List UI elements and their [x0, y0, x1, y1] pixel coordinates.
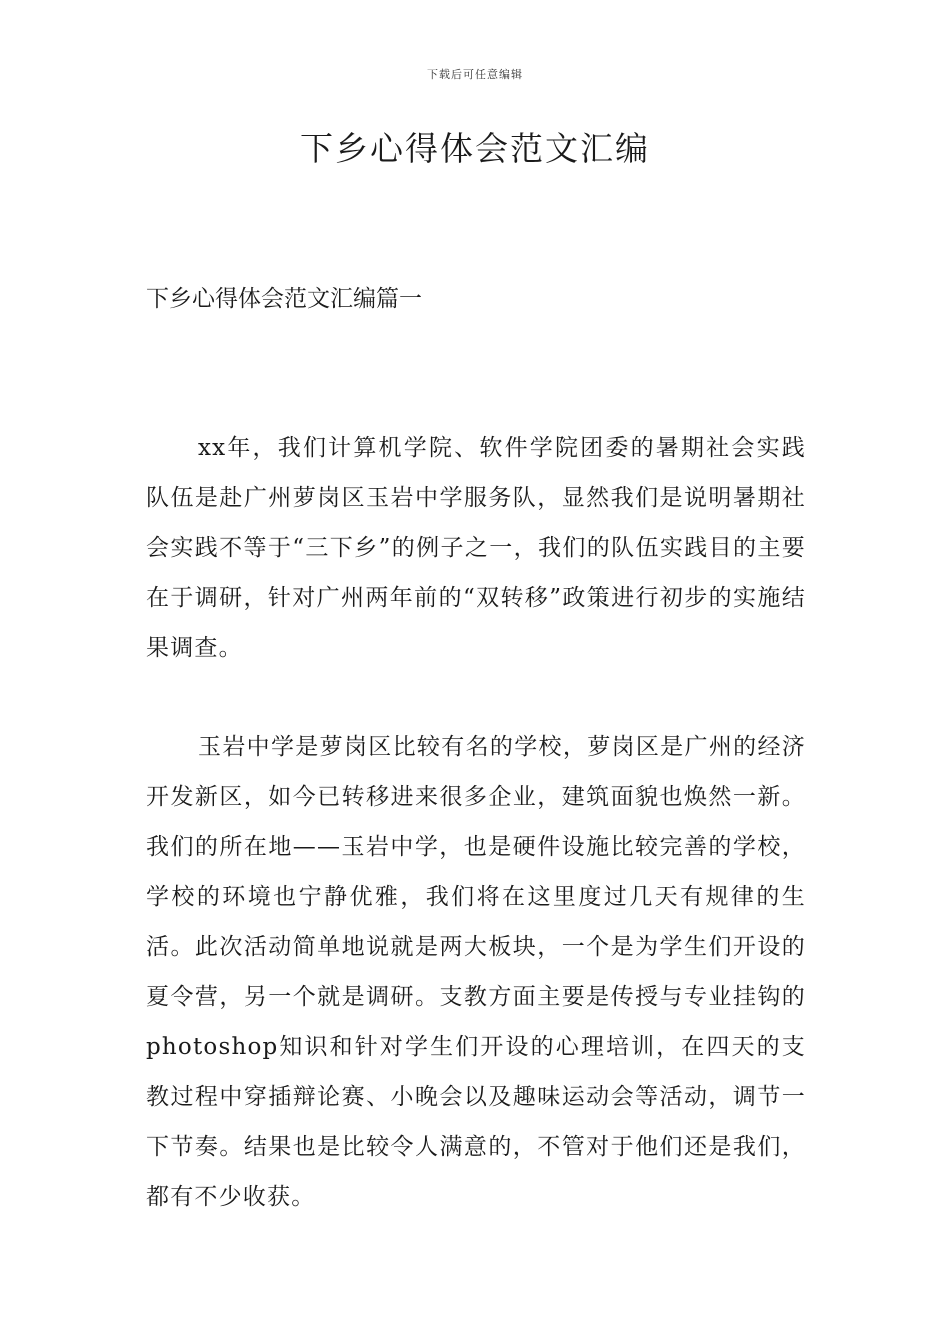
document-title: 下乡心得体会范文汇编: [300, 129, 650, 168]
body-paragraph-1: xx年，我们计算机学院、软件学院团委的暑期社会实践队伍是赴广州萝岗区玉岩中学服务队，显然我们是说明暑期社会实践不等于“三下乡”的例子之一，我们的队伍实践目的主要在于调研，针对广州两年前的“双转移”政策进行初步的实施结果调查。: [146, 435, 806, 661]
body-paragraph-2: 玉岩中学是萝岗区比较有名的学校，萝岗区是广州的经济开发新区，如今已转移进来很多企业，建筑面貌也焕然一新。我们的所在地——玉岩中学，也是硬件设施比较完善的学校，学校的环境也宁静优雅，我们将在这里度过几天有规律的生活。此次活动简单地说就是两大板块，一个是为学生们开设的夏令营，另一个就是调研。支教方面主要是传授与专业挂钩的photoshop知识和针对学生们开设的心理培训，在四天的支教过程中穿插辩论赛、小晚会以及趣味运动会等活动，调节一下节奏。结果也是比较令人满意的，不管对于他们还是我们，都有不少收获。: [146, 734, 806, 1210]
page-header-note: 下载后可任意编辑: [427, 68, 523, 81]
section-heading: 下乡心得体会范文汇编篇一: [146, 286, 422, 312]
